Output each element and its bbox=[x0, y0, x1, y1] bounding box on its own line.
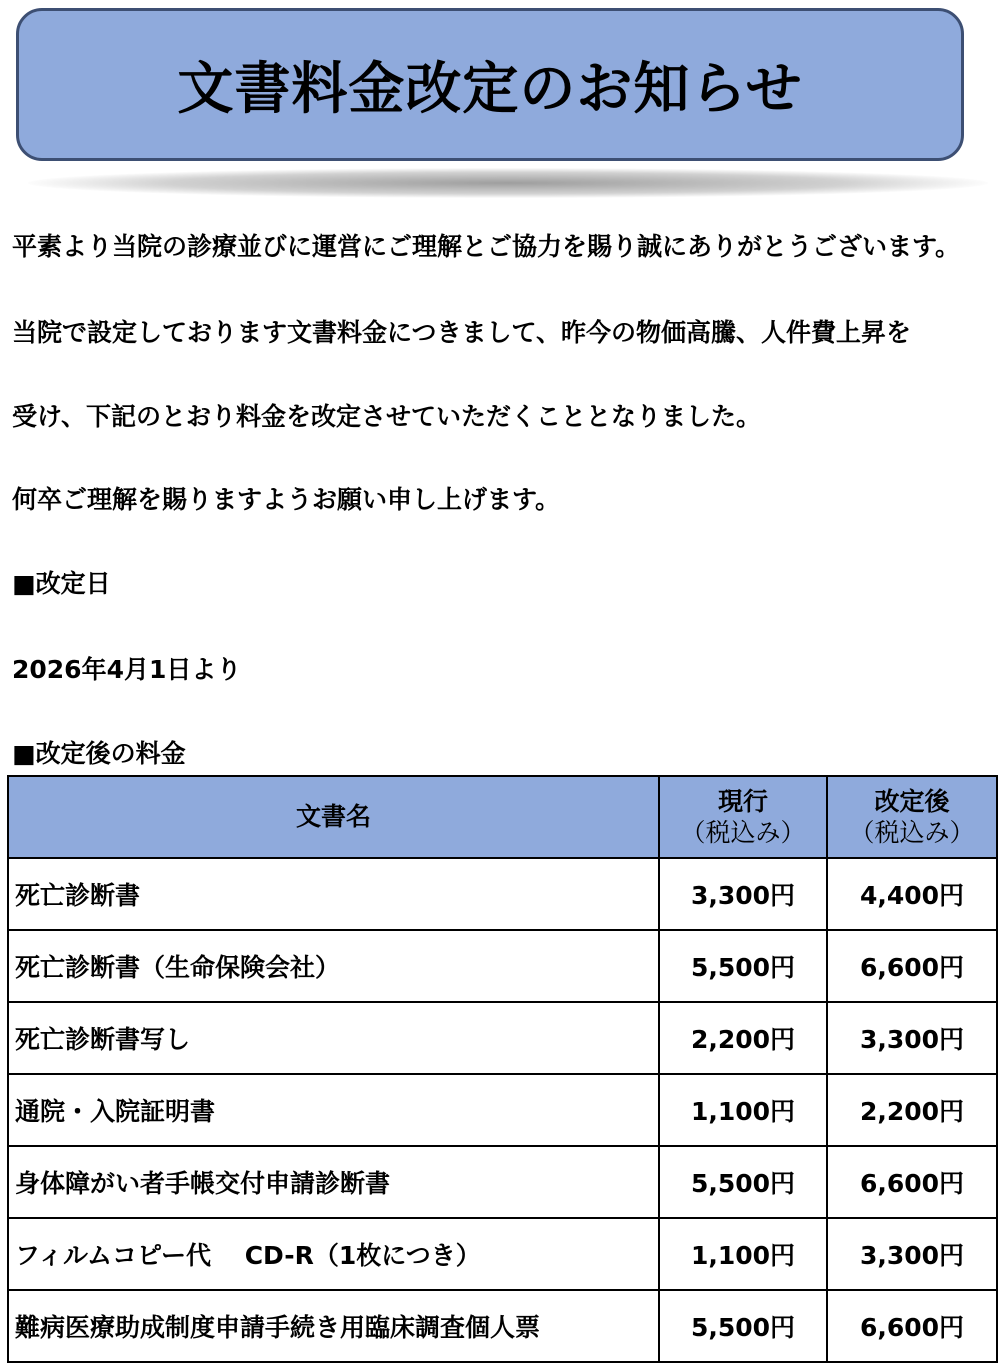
greeting-paragraph: 平素より当院の診療並びに運営にご理解とご協力を賜り誠にありがとうございます。 bbox=[12, 232, 961, 261]
column-header-current-tax-note: （税込み） bbox=[680, 818, 806, 847]
revised-price-cell: 6,600円 bbox=[827, 1146, 997, 1218]
fees-heading: ■改定後の料金 bbox=[12, 739, 186, 768]
document-name-cell: 難病医療助成制度申請手続き用臨床調査個人票 bbox=[8, 1290, 659, 1362]
document-name-cell: 死亡診断書 bbox=[8, 858, 659, 930]
document-name-cell: 通院・入院証明書 bbox=[8, 1074, 659, 1146]
column-header-current-label: 現行 bbox=[717, 786, 768, 816]
title-shadow bbox=[28, 168, 988, 198]
revised-price-cell: 3,300円 bbox=[827, 1002, 997, 1074]
column-header-revised-tax-note: （税込み） bbox=[849, 818, 975, 847]
current-price-cell: 3,300円 bbox=[659, 858, 827, 930]
revised-price-cell: 4,400円 bbox=[827, 858, 997, 930]
column-header-revised-label: 改定後 bbox=[874, 786, 950, 816]
table-row bbox=[8, 1146, 997, 1218]
document-name-cell: 身体障がい者手帳交付申請診断書 bbox=[8, 1146, 659, 1218]
column-header-document-name bbox=[8, 776, 659, 858]
table-row bbox=[8, 1002, 997, 1074]
document-name-cell: 死亡診断書（生命保険会社） bbox=[8, 930, 659, 1002]
request-paragraph: 何卒ご理解を賜りますようお願い申し上げます。 bbox=[12, 485, 561, 514]
current-price-cell: 1,100円 bbox=[659, 1218, 827, 1290]
notice-paragraph-line-1: 当院で設定しております文書料金につきまして、昨今の物価高騰、人件費上昇を bbox=[12, 318, 912, 347]
table-row bbox=[8, 930, 997, 1002]
current-price-cell: 5,500円 bbox=[659, 1290, 827, 1362]
document-name-cell: フィルムコピー代 CD-R（1枚につき） bbox=[8, 1218, 659, 1290]
revised-price-cell: 6,600円 bbox=[827, 1290, 997, 1362]
revised-price-cell: 2,200円 bbox=[827, 1074, 997, 1146]
revised-price-cell: 3,300円 bbox=[827, 1218, 997, 1290]
document-name-cell: 死亡診断書写し bbox=[8, 1002, 659, 1074]
title-banner bbox=[16, 8, 964, 161]
page-title: 文書料金改定のお知らせ bbox=[177, 56, 803, 122]
current-price-cell: 5,500円 bbox=[659, 1146, 827, 1218]
current-price-cell: 5,500円 bbox=[659, 930, 827, 1002]
current-price-cell: 1,100円 bbox=[659, 1074, 827, 1146]
fee-table bbox=[7, 775, 998, 1363]
fee-table-header bbox=[8, 776, 997, 858]
table-row bbox=[8, 858, 997, 930]
column-header-document-name-label: 文書名 bbox=[295, 802, 371, 832]
current-price-cell: 2,200円 bbox=[659, 1002, 827, 1074]
table-row bbox=[8, 1290, 997, 1362]
column-header-current bbox=[659, 776, 827, 858]
table-row bbox=[8, 1218, 997, 1290]
column-header-revised bbox=[827, 776, 997, 858]
table-row bbox=[8, 1074, 997, 1146]
revision-date-value: 2026年4月1日より bbox=[12, 655, 242, 684]
revised-price-cell: 6,600円 bbox=[827, 930, 997, 1002]
notice-paragraph-line-2: 受け、下記のとおり料金を改定させていただくこととなりました。 bbox=[12, 402, 762, 431]
revision-date-heading: ■改定日 bbox=[12, 569, 111, 598]
